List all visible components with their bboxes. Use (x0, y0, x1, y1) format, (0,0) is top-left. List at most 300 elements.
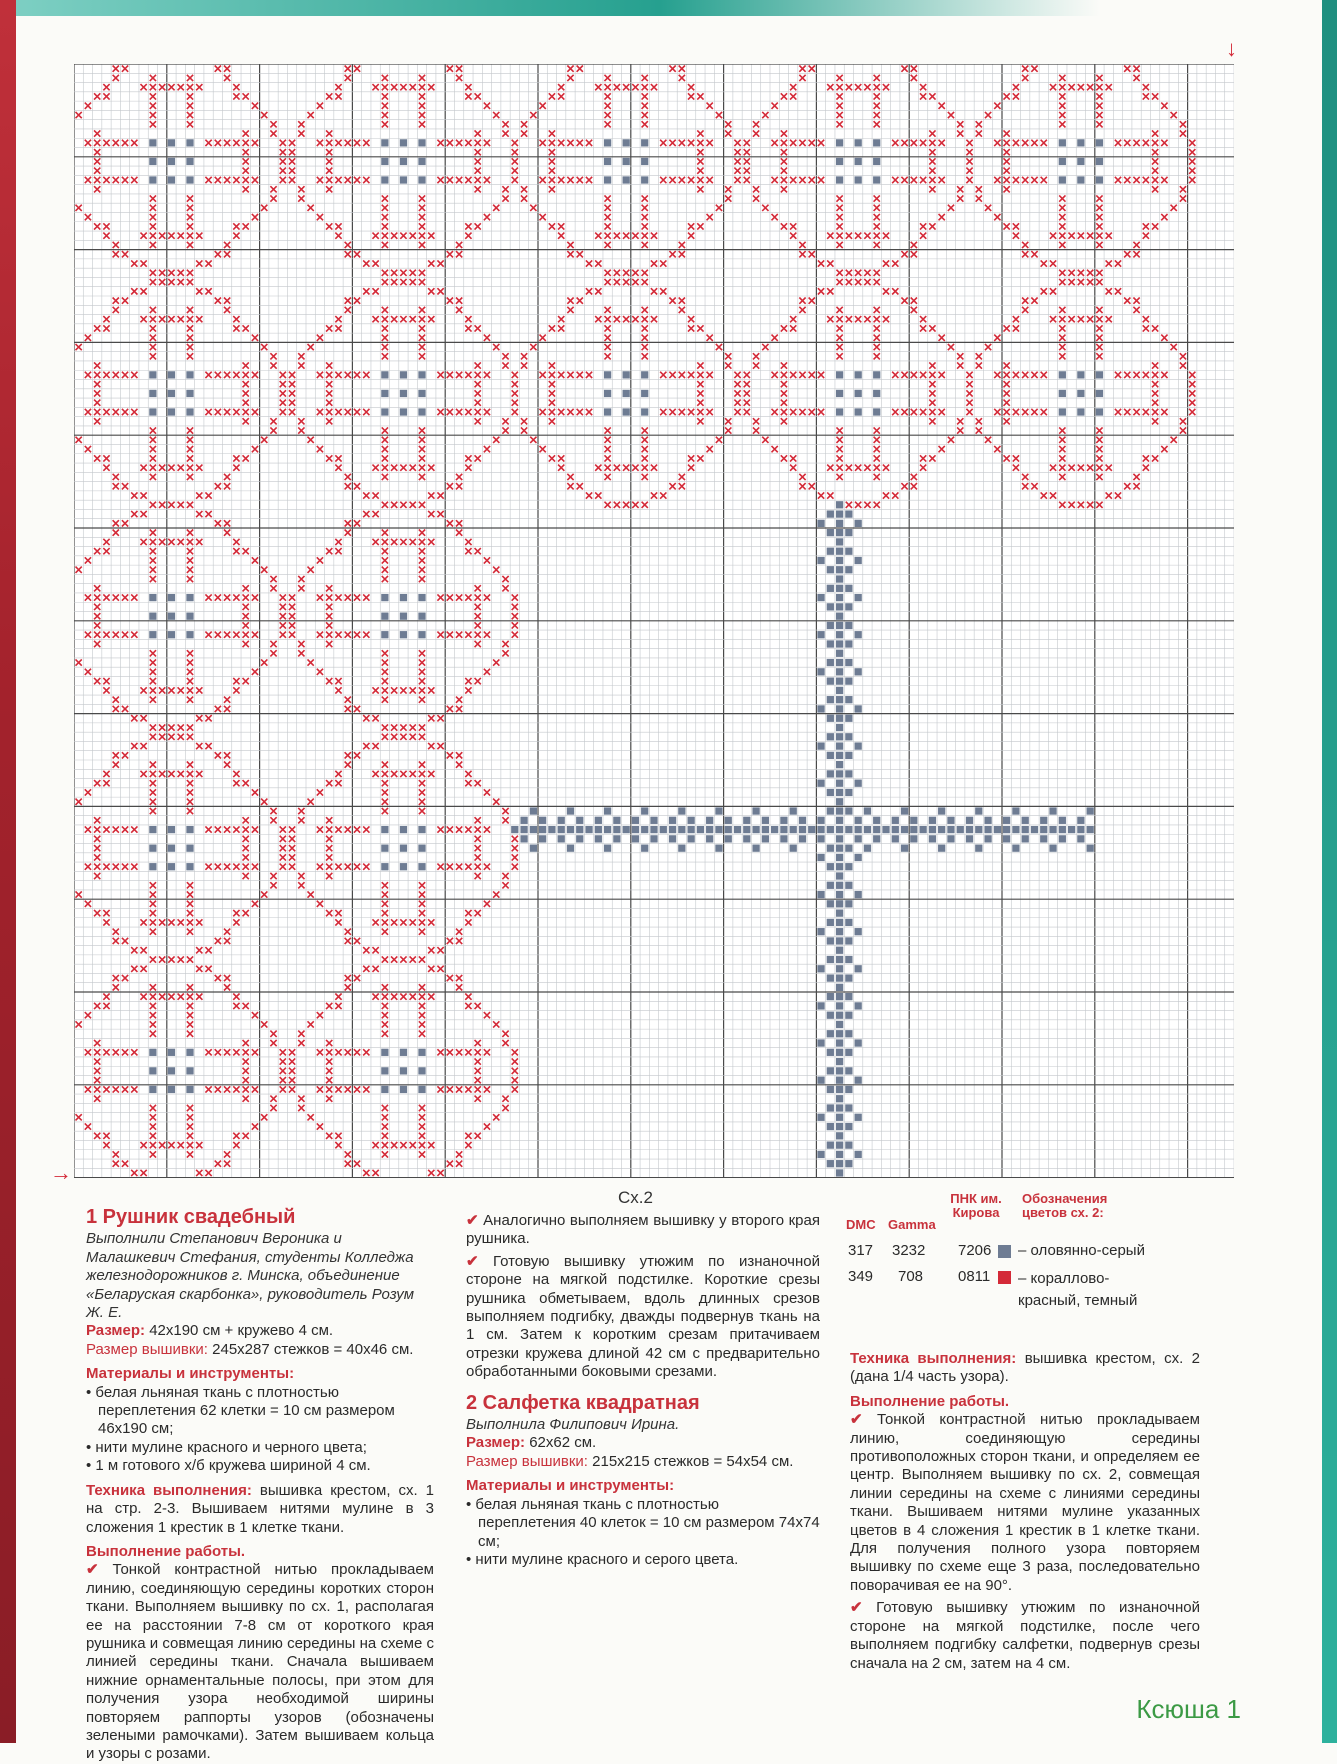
red-cross-stitch (1161, 372, 1167, 378)
red-cross-stitch (382, 316, 388, 322)
red-cross-stitch (911, 409, 917, 415)
red-cross-stitch (744, 390, 750, 396)
red-cross-stitch (113, 483, 119, 489)
red-cross-stitch (855, 233, 861, 239)
red-cross-stitch (196, 539, 202, 545)
gray-stitch (400, 845, 407, 852)
red-cross-stitch (131, 947, 137, 953)
red-cross-stitch (632, 316, 638, 322)
red-cross-stitch (762, 112, 768, 118)
gray-stitch (186, 371, 193, 378)
red-cross-stitch (224, 864, 230, 870)
red-cross-stitch (382, 474, 388, 480)
gray-stitch (168, 594, 175, 601)
red-cross-stitch (308, 344, 314, 350)
red-cross-stitch (150, 891, 156, 897)
red-cross-stitch (122, 826, 128, 832)
red-cross-stitch (679, 66, 685, 72)
red-cross-stitch (410, 734, 416, 740)
gray-stitch (149, 631, 156, 638)
gray-stitch (836, 640, 843, 647)
red-cross-stitch (150, 669, 156, 675)
red-cross-stitch (103, 1086, 109, 1092)
red-cross-stitch (1133, 251, 1139, 257)
red-cross-stitch (261, 659, 267, 665)
red-cross-stitch (911, 66, 917, 72)
red-cross-stitch (243, 613, 249, 619)
red-cross-stitch (159, 919, 165, 925)
red-cross-stitch (697, 372, 703, 378)
red-cross-stitch (484, 103, 490, 109)
red-cross-stitch (298, 585, 304, 591)
red-cross-stitch (1059, 437, 1065, 443)
red-cross-stitch (475, 641, 481, 647)
red-cross-stitch (595, 465, 601, 471)
red-cross-stitch (410, 233, 416, 239)
red-cross-stitch (920, 233, 926, 239)
gray-stitch (836, 1086, 843, 1093)
red-cross-stitch (475, 325, 481, 331)
red-cross-stitch (642, 353, 648, 359)
red-cross-stitch (465, 539, 471, 545)
red-cross-stitch (131, 743, 137, 749)
red-cross-stitch (150, 1105, 156, 1111)
gray-stitch (827, 807, 834, 814)
red-cross-stitch (233, 325, 239, 331)
red-cross-stitch (94, 1077, 100, 1083)
red-cross-stitch (577, 298, 583, 304)
gray-stitch (186, 863, 193, 870)
red-cross-stitch (604, 335, 610, 341)
red-cross-stitch (456, 938, 462, 944)
red-cross-stitch (103, 1133, 109, 1139)
red-cross-stitch (187, 891, 193, 897)
red-cross-stitch (827, 492, 833, 498)
red-cross-stitch (781, 168, 787, 174)
red-cross-stitch (187, 103, 193, 109)
red-cross-stitch (966, 409, 972, 415)
red-cross-stitch (1022, 140, 1028, 146)
gray-stitch (994, 826, 1001, 833)
red-cross-stitch (85, 1086, 91, 1092)
red-cross-stitch (929, 390, 935, 396)
red-cross-stitch (345, 752, 351, 758)
red-cross-stitch (382, 502, 388, 508)
red-cross-stitch (994, 409, 1000, 415)
red-cross-stitch (94, 585, 100, 591)
red-cross-stitch (233, 223, 239, 229)
red-cross-stitch (456, 594, 462, 600)
red-cross-stitch (419, 233, 425, 239)
gray-stitch (836, 585, 843, 592)
red-cross-stitch (289, 177, 295, 183)
red-cross-stitch (697, 93, 703, 99)
red-cross-stitch (150, 548, 156, 554)
red-cross-stitch (957, 121, 963, 127)
gray-stitch (855, 1039, 862, 1046)
red-cross-stitch (456, 697, 462, 703)
red-cross-stitch (437, 715, 443, 721)
red-cross-stitch (335, 409, 341, 415)
red-cross-stitch (660, 372, 666, 378)
gray-stitch (836, 1151, 843, 1158)
red-cross-stitch (688, 140, 694, 146)
red-cross-stitch (363, 372, 369, 378)
red-cross-stitch (354, 251, 360, 257)
red-cross-stitch (437, 1049, 443, 1055)
check-icon: ✔ (86, 1561, 99, 1579)
red-cross-stitch (382, 1123, 388, 1129)
gray-stitch (558, 835, 565, 842)
red-cross-stitch (911, 483, 917, 489)
red-cross-stitch (410, 270, 416, 276)
gray-stitch (734, 826, 741, 833)
red-cross-stitch (261, 1021, 267, 1027)
red-cross-stitch (289, 1068, 295, 1074)
red-cross-stitch (410, 919, 416, 925)
red-cross-stitch (567, 66, 573, 72)
red-cross-stitch (113, 242, 119, 248)
red-cross-stitch (270, 641, 276, 647)
red-cross-stitch (1096, 474, 1102, 480)
red-cross-stitch (567, 483, 573, 489)
red-cross-stitch (994, 103, 1000, 109)
gray-stitch (817, 705, 824, 712)
red-cross-stitch (252, 594, 258, 600)
red-cross-stitch (985, 437, 991, 443)
red-cross-stitch (419, 446, 425, 452)
red-cross-stitch (326, 678, 332, 684)
gray-stitch (817, 1039, 824, 1046)
red-cross-stitch (558, 93, 564, 99)
red-cross-stitch (382, 576, 388, 582)
red-cross-stitch (419, 1151, 425, 1157)
red-cross-stitch (1124, 140, 1130, 146)
red-cross-stitch (484, 557, 490, 563)
red-cross-stitch (335, 455, 341, 461)
red-cross-stitch (1087, 465, 1093, 471)
red-cross-stitch (1096, 270, 1102, 276)
gray-stitch (1031, 826, 1038, 833)
gray-stitch (855, 520, 862, 527)
red-cross-stitch (243, 186, 249, 192)
red-cross-stitch (131, 372, 137, 378)
red-cross-stitch (697, 140, 703, 146)
red-cross-stitch (874, 103, 880, 109)
red-cross-stitch (688, 455, 694, 461)
red-cross-stitch (419, 1012, 425, 1018)
red-cross-stitch (94, 845, 100, 851)
red-cross-stitch (827, 260, 833, 266)
red-cross-stitch (391, 84, 397, 90)
red-cross-stitch (864, 270, 870, 276)
red-cross-stitch (354, 483, 360, 489)
red-cross-stitch (456, 140, 462, 146)
red-cross-stitch (419, 891, 425, 897)
red-cross-stitch (400, 956, 406, 962)
red-cross-stitch (475, 372, 481, 378)
red-cross-stitch (280, 1049, 286, 1055)
red-cross-stitch (744, 168, 750, 174)
red-cross-stitch (1143, 223, 1149, 229)
red-cross-stitch (484, 594, 490, 600)
red-cross-stitch (419, 205, 425, 211)
red-cross-stitch (874, 75, 880, 81)
red-cross-stitch (391, 687, 397, 693)
red-cross-stitch (335, 632, 341, 638)
red-cross-stitch (233, 548, 239, 554)
gray-stitch (836, 510, 843, 517)
red-cross-stitch (131, 966, 137, 972)
red-cross-stitch (818, 260, 824, 266)
red-cross-stitch (326, 186, 332, 192)
red-cross-stitch (864, 316, 870, 322)
article1-size: Размер: 42х190 см + кружево 4 см. (86, 1322, 334, 1340)
red-cross-stitch (196, 260, 202, 266)
red-cross-stitch (215, 706, 221, 712)
red-cross-stitch (502, 186, 508, 192)
gray-stitch (892, 826, 899, 833)
red-cross-stitch (94, 1068, 100, 1074)
red-cross-stitch (187, 762, 193, 768)
red-cross-stitch (335, 372, 341, 378)
red-cross-stitch (326, 381, 332, 387)
red-cross-stitch (549, 140, 555, 146)
red-cross-stitch (187, 1123, 193, 1129)
red-cross-stitch (744, 140, 750, 146)
red-cross-stitch (224, 1161, 230, 1167)
red-cross-stitch (187, 799, 193, 805)
red-cross-stitch (939, 214, 945, 220)
red-cross-stitch (1004, 130, 1010, 136)
red-cross-stitch (1152, 400, 1158, 406)
red-cross-stitch (178, 465, 184, 471)
red-cross-stitch (113, 938, 119, 944)
gray-stitch (855, 668, 862, 675)
red-cross-stitch (280, 845, 286, 851)
red-cross-stitch (874, 446, 880, 452)
red-cross-stitch (512, 613, 518, 619)
gray-stitch (966, 835, 973, 842)
gray-stitch (827, 1123, 834, 1130)
red-cross-stitch (688, 223, 694, 229)
red-cross-stitch (874, 84, 880, 90)
red-cross-stitch (1004, 362, 1010, 368)
red-cross-stitch (1041, 409, 1047, 415)
red-cross-stitch (345, 975, 351, 981)
red-cross-stitch (883, 288, 889, 294)
red-cross-stitch (280, 836, 286, 842)
red-cross-stitch (168, 84, 174, 90)
red-cross-stitch (298, 817, 304, 823)
red-cross-stitch (382, 771, 388, 777)
gray-stitch (836, 882, 843, 889)
red-cross-stitch (150, 678, 156, 684)
gray-stitch (381, 139, 388, 146)
red-cross-stitch (372, 1142, 378, 1148)
red-cross-stitch (540, 177, 546, 183)
red-cross-stitch (725, 130, 731, 136)
red-cross-stitch (103, 409, 109, 415)
red-cross-stitch (224, 177, 230, 183)
red-cross-stitch (224, 826, 230, 832)
red-cross-stitch (502, 817, 508, 823)
gray-stitch (1022, 817, 1029, 824)
red-cross-stitch (790, 455, 796, 461)
gray-stitch (539, 826, 546, 833)
red-cross-stitch (1013, 177, 1019, 183)
red-cross-stitch (475, 186, 481, 192)
red-cross-stitch (243, 873, 249, 879)
red-cross-stitch (280, 140, 286, 146)
red-cross-stitch (753, 353, 759, 359)
red-cross-stitch (437, 1170, 443, 1176)
red-cross-stitch (113, 251, 119, 257)
gray-stitch (752, 807, 759, 814)
red-cross-stitch (920, 372, 926, 378)
gray-stitch (836, 826, 843, 833)
gray-stitch (186, 826, 193, 833)
legend-col-gamma: Gamma (888, 1217, 936, 1232)
gray-stitch (715, 807, 722, 814)
red-cross-stitch (679, 298, 685, 304)
red-cross-stitch (1031, 409, 1037, 415)
red-cross-stitch (929, 455, 935, 461)
red-cross-stitch (1096, 325, 1102, 331)
red-cross-stitch (150, 437, 156, 443)
red-cross-stitch (836, 214, 842, 220)
red-cross-stitch (456, 929, 462, 935)
red-cross-stitch (308, 112, 314, 118)
red-cross-stitch (512, 381, 518, 387)
red-cross-stitch (382, 882, 388, 888)
red-cross-stitch (243, 1068, 249, 1074)
gray-stitch (873, 176, 880, 183)
color-legend (846, 1190, 1146, 1310)
gray-stitch (873, 826, 880, 833)
gray-stitch (186, 1067, 193, 1074)
gray-stitch (1012, 826, 1019, 833)
red-cross-stitch (475, 845, 481, 851)
red-cross-stitch (150, 242, 156, 248)
red-cross-stitch (233, 910, 239, 916)
red-cross-stitch (382, 242, 388, 248)
red-cross-stitch (187, 335, 193, 341)
red-cross-stitch (1096, 455, 1102, 461)
red-cross-stitch (187, 121, 193, 127)
red-cross-stitch (150, 465, 156, 471)
gray-stitch (845, 807, 852, 814)
red-cross-stitch (382, 344, 388, 350)
red-cross-stitch (326, 864, 332, 870)
red-cross-stitch (103, 1049, 109, 1055)
red-cross-stitch (660, 492, 666, 498)
red-cross-stitch (419, 576, 425, 582)
red-cross-stitch (586, 372, 592, 378)
gray-stitch (845, 1104, 852, 1111)
red-cross-stitch (437, 966, 443, 972)
red-cross-stitch (892, 409, 898, 415)
red-cross-stitch (335, 223, 341, 229)
red-cross-stitch (150, 1021, 156, 1027)
red-cross-stitch (836, 427, 842, 433)
red-cross-stitch (976, 130, 982, 136)
red-cross-stitch (512, 622, 518, 628)
red-cross-stitch (901, 177, 907, 183)
red-cross-stitch (150, 539, 156, 545)
red-cross-stitch (428, 492, 434, 498)
gray-stitch (845, 845, 852, 852)
red-cross-stitch (150, 919, 156, 925)
red-cross-stitch (326, 455, 332, 461)
red-cross-stitch (827, 84, 833, 90)
red-cross-stitch (642, 112, 648, 118)
red-cross-stitch (168, 539, 174, 545)
red-cross-stitch (809, 483, 815, 489)
red-cross-stitch (243, 1049, 249, 1055)
gray-stitch (827, 677, 834, 684)
red-cross-stitch (391, 539, 397, 545)
red-cross-stitch (289, 632, 295, 638)
right-teal-strip (1322, 0, 1337, 1743)
gray-stitch (845, 752, 852, 759)
red-cross-stitch (781, 400, 787, 406)
red-cross-stitch (354, 298, 360, 304)
red-cross-stitch (493, 205, 499, 211)
red-cross-stitch (809, 409, 815, 415)
red-cross-stitch (669, 483, 675, 489)
red-cross-stitch (614, 316, 620, 322)
red-cross-stitch (252, 1049, 258, 1055)
red-cross-stitch (140, 233, 146, 239)
red-cross-stitch (456, 298, 462, 304)
gray-stitch (641, 176, 648, 183)
red-cross-stitch (215, 372, 221, 378)
red-cross-stitch (623, 502, 629, 508)
red-cross-stitch (419, 678, 425, 684)
red-cross-stitch (410, 1142, 416, 1148)
red-cross-stitch (447, 372, 453, 378)
red-cross-stitch (456, 530, 462, 536)
red-cross-stitch (326, 1086, 332, 1092)
red-cross-stitch (187, 307, 193, 313)
red-cross-stitch (76, 205, 82, 211)
red-cross-stitch (1004, 177, 1010, 183)
red-cross-stitch (419, 1123, 425, 1129)
gray-stitch (938, 807, 945, 814)
gray-stitch (836, 613, 843, 620)
red-cross-stitch (187, 279, 193, 285)
red-cross-stitch (790, 93, 796, 99)
gray-stitch (836, 965, 843, 972)
red-cross-stitch (168, 687, 174, 693)
red-cross-stitch (512, 845, 518, 851)
gray-stitch (836, 677, 843, 684)
red-cross-stitch (874, 325, 880, 331)
red-cross-stitch (679, 372, 685, 378)
gray-stitch (817, 1114, 824, 1121)
red-cross-stitch (326, 1040, 332, 1046)
red-cross-stitch (205, 288, 211, 294)
red-cross-stitch (178, 502, 184, 508)
red-cross-stitch (233, 1086, 239, 1092)
red-cross-stitch (1078, 279, 1084, 285)
red-cross-stitch (437, 177, 443, 183)
red-cross-stitch (335, 325, 341, 331)
red-cross-stitch (382, 307, 388, 313)
red-cross-stitch (1152, 362, 1158, 368)
gray-stitch (827, 919, 834, 926)
